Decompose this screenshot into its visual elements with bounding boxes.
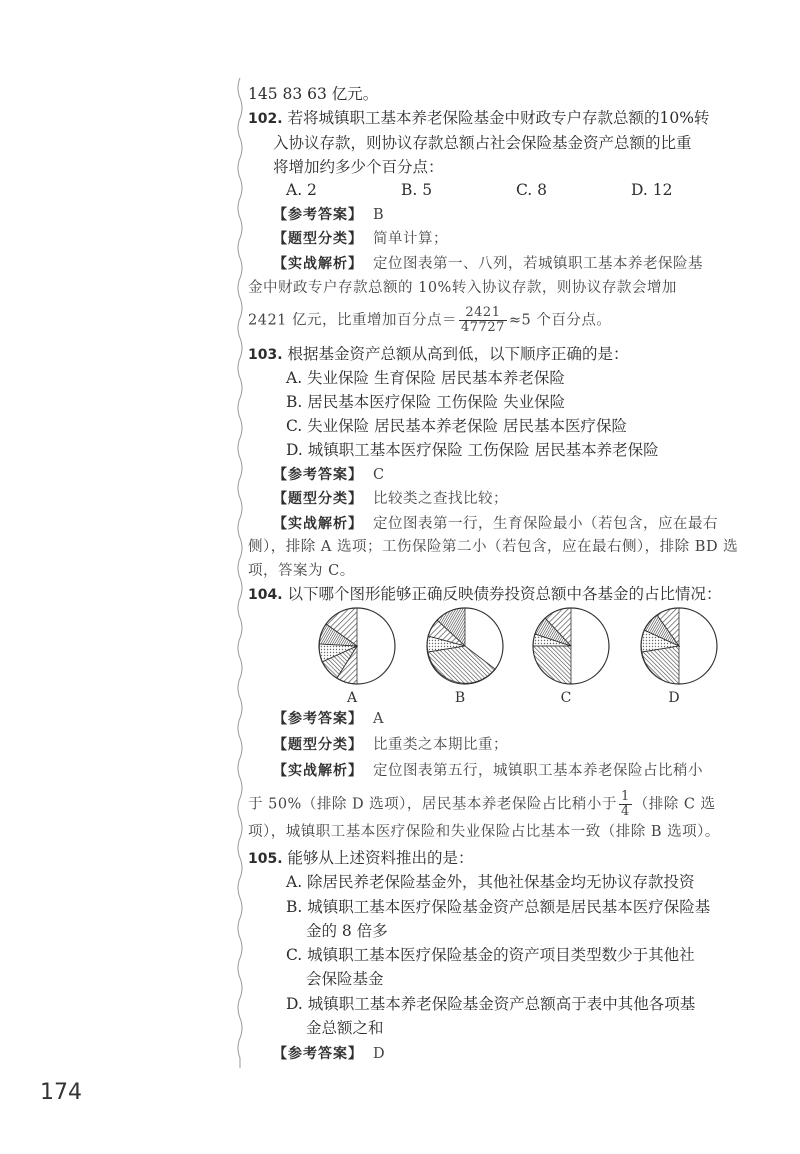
pie-label-a: A xyxy=(346,690,358,706)
q105-number: 105. xyxy=(248,851,283,867)
q102-analysis-text-1: 定位图表第一、八列，若城镇职工基本养老保险基 xyxy=(373,256,703,272)
q105-option-b-line-1: B. 城镇职工基本医疗保险基金资产总额是居民基本医疗保险基 xyxy=(286,898,711,916)
q102-stem-line-3: 将增加约多少个百分点： xyxy=(273,158,444,176)
pie-label-c: C xyxy=(560,690,572,706)
pie-label-b: B xyxy=(454,690,466,706)
q102-analysis-line-2: 金中财政专户存款总额的 10%转入协议存款，则协议存款会增加 xyxy=(248,280,677,296)
q103-analysis-text-1: 定位图表第一行，生育保险最小（若包含，应在最右 xyxy=(373,516,718,532)
q103-analysis-line-3: 项，答案为 C。 xyxy=(248,563,355,579)
q103-type-line xyxy=(273,488,508,509)
q104-answer: A xyxy=(373,711,384,727)
q102-option-d: D. 12 xyxy=(631,181,673,199)
q103-type-tag: 【题型分类】 xyxy=(273,491,363,507)
q102-frac-num: 2421 xyxy=(459,306,507,321)
q102-answer-line xyxy=(273,204,384,225)
q104-type-line xyxy=(273,734,508,755)
q104-analysis-tag: 【实战解析】 xyxy=(273,763,363,779)
pie-d-graphic xyxy=(639,606,719,686)
q102-analysis-pre: 2421 亿元，比重增加百分点＝ xyxy=(248,312,458,329)
q105-option-a: A. 除居民养老保险基金外，其他社保基金均无协议存款投资 xyxy=(286,873,695,891)
q104-fraction xyxy=(619,790,632,819)
q105-stem-text: 能够从上述资料推出的是： xyxy=(287,849,474,867)
q105-stem-line xyxy=(248,848,474,869)
q105-option-c-line-1: C. 城镇职工基本医疗保险基金的资产项目类型数少于其他社 xyxy=(286,946,695,964)
pie-chart-b[interactable] xyxy=(420,606,510,726)
q102-answer: B xyxy=(373,207,385,223)
q103-option-c: C. 失业保险 居民基本养老保险 居民基本医疗保险 xyxy=(286,417,628,435)
q102-option-c: C. 8 xyxy=(516,181,548,199)
q103-answer: C xyxy=(373,467,385,483)
q103-option-a: A. 失业保险 生育保险 居民基本养老保险 xyxy=(286,369,565,387)
q103-analysis-line-1 xyxy=(273,513,718,534)
q105-option-b-line-2: 金的 8 倍多 xyxy=(306,922,388,940)
q104-stem-line xyxy=(248,584,722,605)
q105-option-d-line-2: 金总额之和 xyxy=(306,1019,384,1037)
q103-number: 103. xyxy=(248,347,283,363)
q103-stem-line xyxy=(248,344,629,365)
q102-fraction xyxy=(459,306,507,335)
q102-stem-text-1: 若将城镇职工基本养老保险基金中财政专户存款总额的10%转 xyxy=(287,109,710,127)
q103-option-b: B. 居民基本医疗保险 工伤保险 失业保险 xyxy=(286,393,566,411)
q102-frac-den: 47727 xyxy=(461,320,505,335)
q104-analysis-line-1 xyxy=(273,760,703,781)
q102-type: 简单计算； xyxy=(373,231,448,247)
pie-chart-c[interactable] xyxy=(526,606,616,726)
q102-stem-line-2: 入协议存款，则协议存款总额占社会保险基金资产总额的比重 xyxy=(273,134,692,152)
q105-answer: D xyxy=(373,1046,386,1062)
q104-frac-num: 1 xyxy=(620,789,630,804)
q105-answer-line xyxy=(273,1043,385,1064)
q104-analysis-pre: 于 50%（排除 D 选项），居民基本养老保险占比稍小于 xyxy=(248,796,617,813)
q102-stem-line-1 xyxy=(248,108,709,129)
pie-b-graphic xyxy=(425,606,505,686)
q102-analysis-line-1 xyxy=(273,253,703,274)
q104-analysis-line-3: 项），城镇职工基本医疗保险和失业保险占比基本一致（排除 B 选项）。 xyxy=(248,824,720,840)
q104-analysis-text-1: 定位图表第五行，城镇职工基本养老保险占比稍小 xyxy=(373,763,703,779)
page-number: 174 xyxy=(40,1080,82,1105)
q102-analysis-tag: 【实战解析】 xyxy=(273,256,363,272)
q102-type-tag: 【题型分类】 xyxy=(273,231,363,247)
q102-number: 102. xyxy=(248,111,283,127)
q102-analysis-post: ≈5 个百分点。 xyxy=(508,312,612,329)
q103-stem-text: 根据基金资产总额从高到低，以下顺序正确的是： xyxy=(287,345,629,363)
q104-analysis-post: （排除 C 选 xyxy=(633,796,716,813)
q104-type: 比重类之本期比重； xyxy=(373,737,508,753)
q104-stem-text: 以下哪个图形能够正确反映债券投资总额中各基金的占比情况： xyxy=(287,585,722,603)
intro-line: 145 83 63 亿元。 xyxy=(248,85,379,103)
q105-answer-tag: 【参考答案】 xyxy=(273,1046,363,1062)
pie-a-graphic xyxy=(317,606,397,686)
q104-frac-den: 4 xyxy=(620,804,630,819)
q105-option-c-line-2: 会保险基金 xyxy=(306,970,384,988)
q103-type: 比较类之查找比较； xyxy=(373,491,508,507)
q102-options xyxy=(286,180,746,200)
q104-type-tag: 【题型分类】 xyxy=(273,737,363,753)
q103-analysis-line-2: 侧），排除 A 选项；工伤保险第二小（若包含，应在最右侧），排除 BD 选 xyxy=(248,539,739,555)
q104-number: 104. xyxy=(248,587,283,603)
q102-answer-tag: 【参考答案】 xyxy=(273,207,363,223)
pie-label-d: D xyxy=(668,690,680,706)
q104-answer-line xyxy=(273,708,384,729)
pie-c-graphic xyxy=(531,606,611,686)
q104-analysis-line-2 xyxy=(248,790,716,819)
q102-type-line xyxy=(273,228,448,249)
q102-option-b: B. 5 xyxy=(401,181,433,199)
pie-chart-d[interactable] xyxy=(634,606,724,726)
q102-analysis-line-3 xyxy=(248,306,611,335)
q103-answer-line xyxy=(273,464,385,485)
q104-answer-tag: 【参考答案】 xyxy=(273,711,363,727)
q103-option-d: D. 城镇职工基本医疗保险 工伤保险 居民基本养老保险 xyxy=(286,441,659,459)
q105-option-d-line-1: D. 城镇职工基本养老保险基金资产总额高于表中其他各项基 xyxy=(286,995,696,1013)
q103-analysis-tag: 【实战解析】 xyxy=(273,516,363,532)
q103-answer-tag: 【参考答案】 xyxy=(273,467,363,483)
q102-option-a: A. 2 xyxy=(286,181,317,199)
